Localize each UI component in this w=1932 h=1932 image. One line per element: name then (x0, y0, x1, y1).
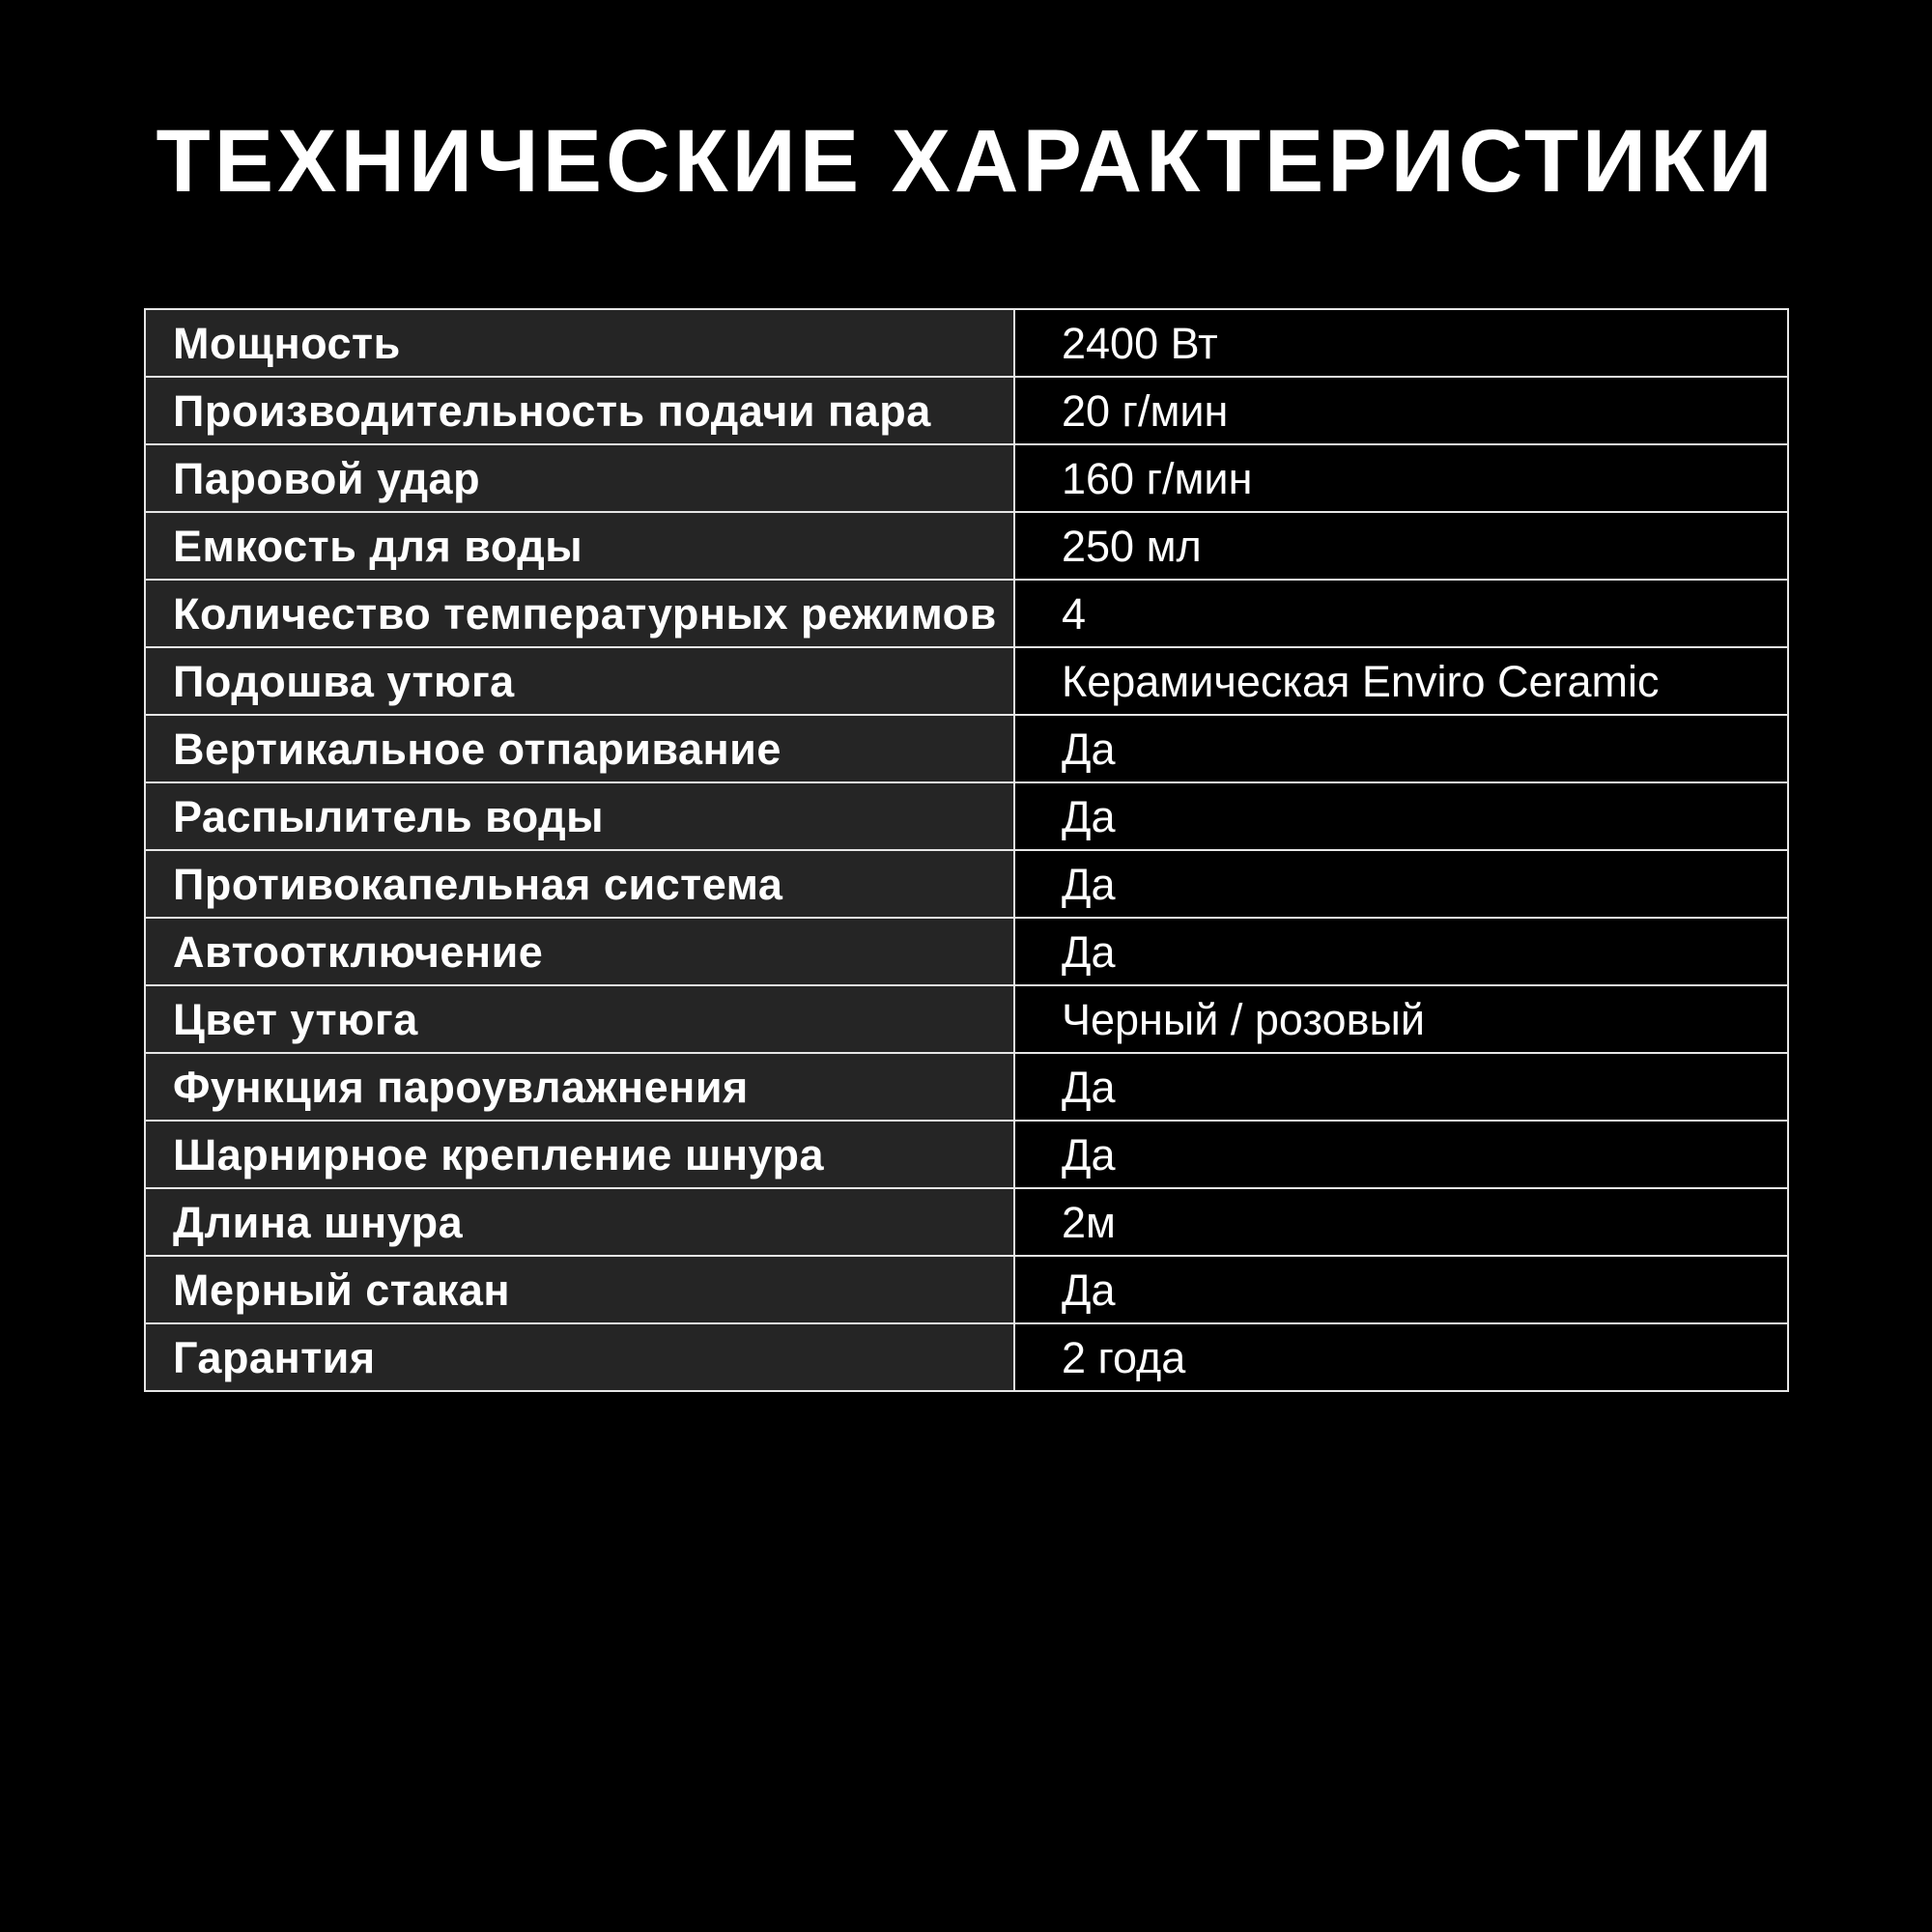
table-row (145, 1121, 1788, 1188)
table-row (145, 1256, 1788, 1323)
table-row (145, 1323, 1788, 1391)
spec-value: 160 г/мин (1014, 444, 1788, 512)
spec-value: Да (1014, 850, 1788, 918)
spec-value: 2400 Вт (1014, 309, 1788, 377)
spec-label: Длина шнура (145, 1188, 1014, 1256)
spec-label: Цвет утюга (145, 985, 1014, 1053)
spec-value: Да (1014, 782, 1788, 850)
spec-label: Гарантия (145, 1323, 1014, 1391)
spec-value: Да (1014, 1053, 1788, 1121)
spec-label: Емкость для воды (145, 512, 1014, 580)
specs-table (144, 308, 1789, 1392)
spec-label: Распылитель воды (145, 782, 1014, 850)
table-row (145, 985, 1788, 1053)
table-row (145, 377, 1788, 444)
table-row (145, 512, 1788, 580)
spec-value: 20 г/мин (1014, 377, 1788, 444)
table-row (145, 1053, 1788, 1121)
spec-value: 2м (1014, 1188, 1788, 1256)
spec-value: Керамическая Enviro Ceramic (1014, 647, 1788, 715)
spec-label: Подошва утюга (145, 647, 1014, 715)
spec-value: Да (1014, 715, 1788, 782)
spec-label: Противокапельная система (145, 850, 1014, 918)
spec-value: 250 мл (1014, 512, 1788, 580)
spec-value: 4 (1014, 580, 1788, 647)
spec-label: Паровой удар (145, 444, 1014, 512)
spec-value: Да (1014, 1121, 1788, 1188)
table-row (145, 580, 1788, 647)
spec-value: Да (1014, 1256, 1788, 1323)
table-row (145, 309, 1788, 377)
spec-label: Мощность (145, 309, 1014, 377)
spec-label: Автоотключение (145, 918, 1014, 985)
table-row (145, 647, 1788, 715)
spec-label: Количество температурных режимов (145, 580, 1014, 647)
spec-value: Черный / розовый (1014, 985, 1788, 1053)
spec-label: Производительность подачи пара (145, 377, 1014, 444)
page-title: ТЕХНИЧЕСКИЕ ХАРАКТЕРИСТИКИ (156, 112, 1776, 211)
table-row (145, 715, 1788, 782)
table-row (145, 1188, 1788, 1256)
table-row (145, 782, 1788, 850)
spec-value: Да (1014, 918, 1788, 985)
spec-label: Мерный стакан (145, 1256, 1014, 1323)
spec-label: Функция пароувлажнения (145, 1053, 1014, 1121)
table-row (145, 444, 1788, 512)
table-row (145, 918, 1788, 985)
table-row (145, 850, 1788, 918)
spec-value: 2 года (1014, 1323, 1788, 1391)
spec-label: Шарнирное крепление шнура (145, 1121, 1014, 1188)
spec-label: Вертикальное отпаривание (145, 715, 1014, 782)
